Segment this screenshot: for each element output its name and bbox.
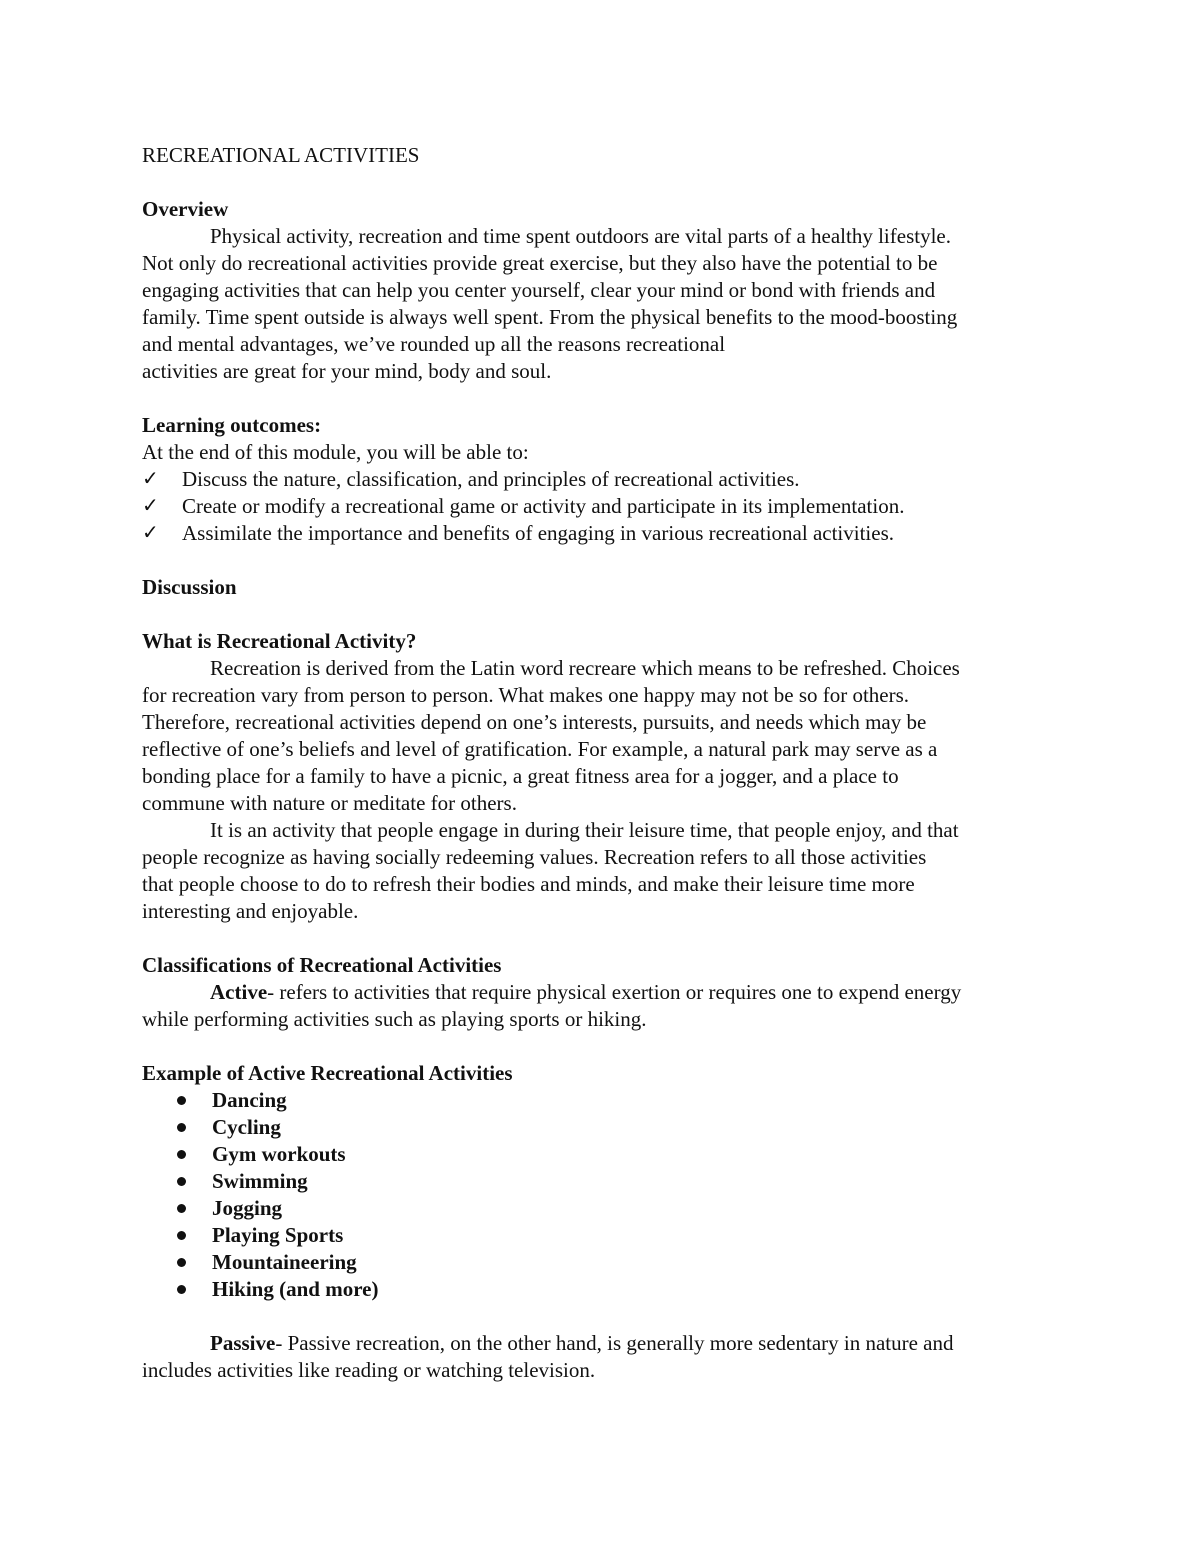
checkmark-icon: ✓ (142, 522, 159, 544)
list-item (142, 1087, 1062, 1114)
bullet-icon (177, 1096, 186, 1105)
learning-outcomes-intro: At the end of this module, you will be able to: (142, 440, 529, 464)
what-is-paragraph-1 (142, 655, 1062, 817)
paragraph-line: that people choose to do to refresh their bodies and minds, and make their leisure time more (142, 872, 915, 896)
list-item (142, 1276, 1062, 1303)
list-item (142, 1141, 1062, 1168)
bullet-icon (177, 1150, 186, 1159)
example-text: Playing Sports (212, 1223, 344, 1247)
passive-text: - Passive recreation, on the other hand, is generally more sedentary in nature and (275, 1331, 954, 1355)
bullet-icon (177, 1285, 186, 1294)
overview-heading: Overview (142, 197, 229, 221)
outcome-text: Assimilate the importance and benefits of engaging in various recreational activities. (182, 521, 895, 545)
learning-outcomes-heading: Learning outcomes: (142, 413, 322, 437)
examples-heading: Example of Active Recreational Activities (142, 1061, 513, 1085)
list-item (142, 493, 1062, 520)
what-is-heading: What is Recreational Activity? (142, 629, 417, 653)
overview-line: engaging activities that can help you center yourself, clear your mind or bond with friends and (142, 278, 936, 302)
paragraph-line: reflective of one’s beliefs and level of gratification. For example, a natural park may serve as a (142, 737, 938, 761)
what-is-paragraph-2 (142, 817, 1062, 925)
example-text: Swimming (212, 1169, 308, 1193)
passive-definition-line (142, 1330, 1062, 1357)
list-item (142, 1195, 1062, 1222)
active-text: - refers to activities that require physical exertion or requires one to expend energy (267, 980, 962, 1004)
example-text: Hiking (and more) (212, 1277, 379, 1301)
list-item (142, 466, 1062, 493)
overview-paragraph (142, 223, 1062, 385)
bullet-icon (177, 1204, 186, 1213)
overview-line: and mental advantages, we’ve rounded up all the reasons recreational (142, 332, 726, 356)
passive-term: Passive (210, 1331, 276, 1355)
paragraph-line: It is an activity that people engage in during their leisure time, that people enjoy, and that (210, 818, 959, 842)
bullet-icon (177, 1231, 186, 1240)
paragraph-line: commune with nature or meditate for others. (142, 791, 517, 815)
bullet-icon (177, 1258, 186, 1267)
list-item (142, 1222, 1062, 1249)
paragraph-line: interesting and enjoyable. (142, 899, 359, 923)
example-text: Jogging (212, 1196, 283, 1220)
example-text: Gym workouts (212, 1142, 346, 1166)
overview-line: family. Time spent outside is always well spent. From the physical benefits to the mood-boosting (142, 305, 958, 329)
overview-line: Not only do recreational activities provide great exercise, but they also have the potential to be (142, 251, 938, 275)
discussion-heading: Discussion (142, 575, 237, 599)
paragraph-line: for recreation vary from person to person. What makes one happy may not be so for others. (142, 683, 910, 707)
list-item (142, 1249, 1062, 1276)
active-definition-line: while performing activities such as playing sports or hiking. (142, 1007, 647, 1031)
paragraph-line: Therefore, recreational activities depend on one’s interests, pursuits, and needs which may be (142, 710, 927, 734)
example-text: Dancing (212, 1088, 287, 1112)
active-definition-line (142, 979, 1062, 1006)
classifications-heading: Classifications of Recreational Activities (142, 953, 502, 977)
list-item (142, 1114, 1062, 1141)
learning-outcomes-list (142, 466, 1062, 547)
list-item (142, 1168, 1062, 1195)
checkmark-icon: ✓ (142, 495, 159, 517)
overview-line: Physical activity, recreation and time spent outdoors are vital parts of a healthy lifestyle. (210, 224, 951, 248)
paragraph-line: people recognize as having socially redeeming values. Recreation refers to all those activities (142, 845, 927, 869)
bullet-icon (177, 1123, 186, 1132)
outcome-text: Discuss the nature, classification, and principles of recreational activities. (182, 467, 800, 491)
paragraph-line: Recreation is derived from the Latin word recreare which means to be refreshed. Choices (210, 656, 960, 680)
bullet-icon (177, 1177, 186, 1186)
passive-definition-line: includes activities like reading or watching television. (142, 1358, 596, 1382)
example-text: Cycling (212, 1115, 281, 1139)
overview-line: activities are great for your mind, body and soul. (142, 359, 552, 383)
active-examples-list (142, 1087, 1062, 1303)
paragraph-line: bonding place for a family to have a picnic, a great fitness area for a jogger, and a place to (142, 764, 899, 788)
list-item (142, 520, 1062, 547)
document-page (142, 142, 1062, 1384)
checkmark-icon: ✓ (142, 468, 159, 490)
active-term: Active (210, 980, 268, 1004)
outcome-text: Create or modify a recreational game or activity and participate in its implementation. (182, 494, 905, 518)
example-text: Mountaineering (212, 1250, 357, 1274)
document-title: RECREATIONAL ACTIVITIES (142, 143, 420, 167)
